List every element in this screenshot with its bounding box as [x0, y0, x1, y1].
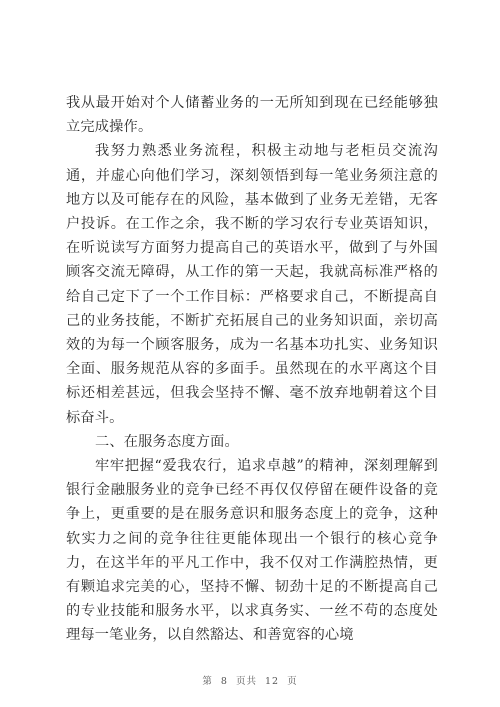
footer-total-pages: 12: [265, 676, 280, 687]
paragraph-3: 牢牢把握“爱我农行，追求卓越”的精神，深刻理解到银行金融服务业的竞争已经不再仅仅停留在硬件设备的竞争上，更重要的是在服务意识和服务态度上的竞争，这种软实力之间的竞争往往更能体现出一个银行的核心竞争力，在这半年的平凡工作中，我不仅对工作满腔热情，更有颗追求完美的心，坚持不懈、韧劲十足的不断提高自己的专业技能和服务水平，以求真务实、一丝不苟的态度处理每一笔业务，以自然豁达、和善宽容的心境: [66, 458, 438, 644]
paragraph-2: 我努力熟悉业务流程，积极主动地与老柜员交流沟通，并虚心向他们学习，深刻领悟到每一笔业务须注意的地方以及可能存在的风险，基本做到了业务无差错，无客户投诉。在工作之余，我不断的学习农行专业英语知识，在听说读写方面努力提高自己的英语水平，做到了与外国顾客交流无障碍，从工作的第一天起，我就高标准严格的给自己定下了一个工作目标：严格要求自己，不断提高自己的业务技能，不断扩充拓展自己的业务知识面，亲切高效的为每一个顾客服务，成为一名基本功扎实、业务知识全面、服务规范从容的多面手。虽然现在的水平离这个目标还相差甚远，但我会坚持不懈、毫不放弃地朝着这个目标奋斗。: [66, 143, 438, 426]
page-footer: [0, 673, 500, 687]
section-heading-service-attitude: 二、在服务态度方面。: [95, 433, 239, 450]
footer-mid: 页共: [235, 676, 257, 687]
document-body: [66, 91, 438, 648]
footer-page-number: 8: [220, 676, 228, 687]
footer-prefix: 第: [202, 676, 213, 687]
paragraph-1: 我从最开始对个人储蓄业务的一无所知到现在已经能够独立完成操作。: [66, 95, 438, 136]
footer-suffix: 页: [287, 676, 298, 687]
